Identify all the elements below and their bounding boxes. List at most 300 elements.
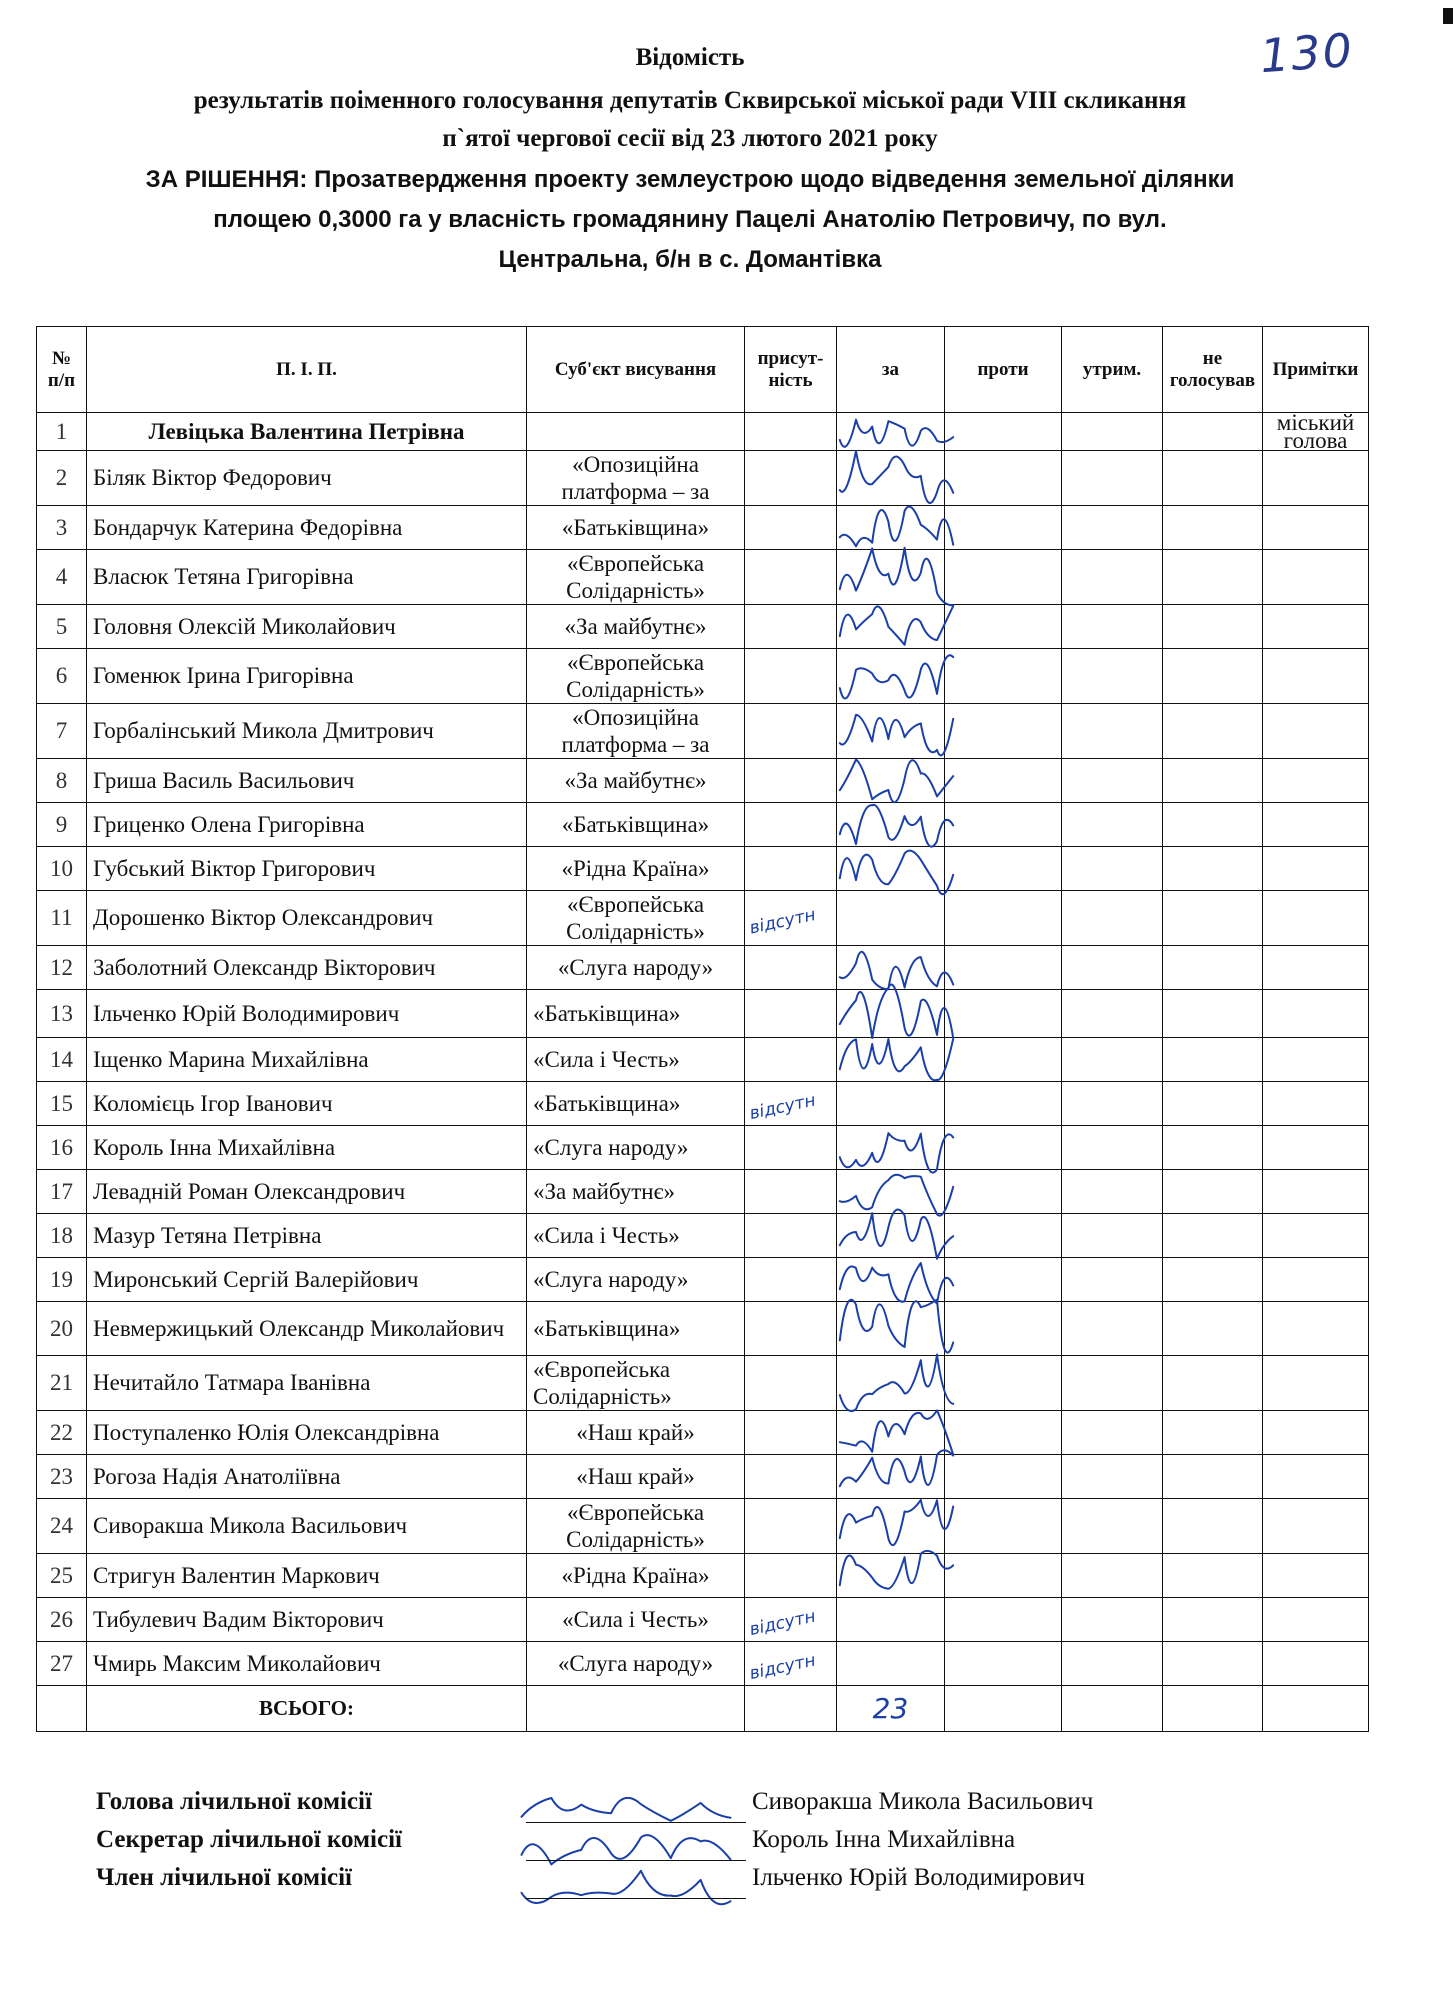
vote-abstain-cell (1062, 1170, 1163, 1214)
commission-role-secretary: Секретар лічильної комісії (96, 1826, 402, 1853)
vote-for-cell (837, 990, 945, 1038)
not-voted-cell (1163, 1455, 1263, 1499)
vote-against-cell (945, 649, 1062, 704)
note-cell (1263, 1038, 1369, 1082)
deputy-name: Нечитайло Татмара Іванівна (87, 1356, 527, 1411)
scan-edge-mark (1443, 8, 1453, 24)
presence-cell (745, 803, 837, 847)
vote-against-cell (945, 1455, 1062, 1499)
deputy-name: Чмирь Максим Миколайович (87, 1642, 527, 1686)
presence-cell (745, 1214, 837, 1258)
vote-abstain-cell (1062, 891, 1163, 946)
presence-cell (745, 1499, 837, 1554)
nominating-party: «Рідна Країна» (527, 847, 745, 891)
not-voted-cell (1163, 1258, 1263, 1302)
total-present-cell (745, 1686, 837, 1732)
nominating-party: «Рідна Країна» (527, 1554, 745, 1598)
row-number: 8 (37, 759, 87, 803)
vote-against-cell (945, 1302, 1062, 1356)
vote-abstain-cell (1062, 413, 1163, 451)
note-cell (1263, 451, 1369, 506)
nominating-party: «Європейська Солідарність» (527, 1499, 745, 1554)
commission-role-head: Голова лічильної комісії (96, 1788, 372, 1815)
vote-against-cell (945, 891, 1062, 946)
deputy-name: Горбалінський Микола Дмитрович (87, 704, 527, 759)
vote-abstain-cell (1062, 1258, 1163, 1302)
vote-abstain-cell (1062, 1038, 1163, 1082)
row-number: 9 (37, 803, 87, 847)
note-cell (1263, 1126, 1369, 1170)
presence-cell (745, 1598, 837, 1642)
note-cell (1263, 803, 1369, 847)
vote-against-cell (945, 1082, 1062, 1126)
vote-abstain-cell (1062, 649, 1163, 704)
absence-mark: відсутн (747, 904, 818, 939)
commission-row-member (96, 1864, 1326, 1902)
commission-role-member: Член лічильної комісії (96, 1864, 353, 1891)
row-number: 23 (37, 1455, 87, 1499)
note-cell (1263, 1642, 1369, 1686)
vote-against-cell (945, 1554, 1062, 1598)
header-not-voted: не голосував (1163, 327, 1263, 413)
total-party-cell (527, 1686, 745, 1732)
deputy-name: Головня Олексій Миколайович (87, 605, 527, 649)
deputy-name: Левіцька Валентина Петрівна (87, 413, 527, 451)
vote-abstain-cell (1062, 1126, 1163, 1170)
commission-signatures (96, 1788, 1326, 1902)
vote-abstain-cell (1062, 1455, 1163, 1499)
nominating-party: «Батьківщина» (527, 506, 745, 550)
note-cell (1263, 990, 1369, 1038)
vote-against-cell (945, 1214, 1062, 1258)
vote-for-cell (837, 550, 945, 605)
table-row (37, 891, 1369, 946)
presence-cell (745, 1356, 837, 1411)
vote-for-cell (837, 891, 945, 946)
presence-cell (745, 990, 837, 1038)
vote-for-cell (837, 1642, 945, 1686)
deputy-name: Мазур Тетяна Петрівна (87, 1214, 527, 1258)
row-number: 13 (37, 990, 87, 1038)
row-number: 10 (37, 847, 87, 891)
vote-for-cell (837, 1126, 945, 1170)
note-cell (1263, 550, 1369, 605)
nominating-party: «Наш край» (527, 1411, 745, 1455)
row-number: 3 (37, 506, 87, 550)
vote-for-cell (837, 1356, 945, 1411)
not-voted-cell (1163, 1126, 1263, 1170)
vote-abstain-cell (1062, 1214, 1163, 1258)
header-for: за (837, 327, 945, 413)
absence-mark: відсутн (747, 1090, 818, 1124)
vote-against-cell (945, 506, 1062, 550)
vote-for-cell (837, 649, 945, 704)
presence-cell (745, 550, 837, 605)
signature-line (526, 1898, 746, 1899)
deputy-name: Тибулевич Вадим Вікторович (87, 1598, 527, 1642)
presence-cell (745, 1554, 837, 1598)
note-cell (1263, 1499, 1369, 1554)
deputy-name: Поступаленко Юлія Олександрівна (87, 1411, 527, 1455)
presence-cell (745, 1082, 837, 1126)
row-number: 27 (37, 1642, 87, 1686)
note-cell (1263, 847, 1369, 891)
presence-cell (745, 1126, 837, 1170)
not-voted-cell (1163, 550, 1263, 605)
document-title: Відомість (635, 44, 745, 71)
vote-abstain-cell (1062, 1302, 1163, 1356)
vote-for-cell (837, 704, 945, 759)
row-number: 1 (37, 413, 87, 451)
deputy-name: Бондарчук Катерина Федорівна (87, 506, 527, 550)
row-number: 11 (37, 891, 87, 946)
vote-for-cell (837, 413, 945, 451)
deputy-name: Миронський Сергій Валерійович (87, 1258, 527, 1302)
nominating-party: «Сила і Честь» (527, 1214, 745, 1258)
deputy-name: Заболотний Олександр Вікторович (87, 946, 527, 990)
not-voted-cell (1163, 506, 1263, 550)
not-voted-cell (1163, 891, 1263, 946)
presence-cell (745, 759, 837, 803)
row-number: 6 (37, 649, 87, 704)
vote-for-cell (837, 1302, 945, 1356)
table-row (37, 413, 1369, 451)
vote-abstain-cell (1062, 605, 1163, 649)
not-voted-cell (1163, 847, 1263, 891)
not-voted-cell (1163, 803, 1263, 847)
table-row (37, 847, 1369, 891)
presence-cell (745, 891, 837, 946)
table-row (37, 605, 1369, 649)
vote-for-cell (837, 451, 945, 506)
note-cell (1263, 1598, 1369, 1642)
table-row (37, 1214, 1369, 1258)
header-num: № п/п (37, 327, 87, 413)
nominating-party: «Батьківщина» (527, 1302, 745, 1356)
vote-abstain-cell (1062, 1598, 1163, 1642)
deputy-name: Гоменюк Ірина Григорівна (87, 649, 527, 704)
row-number: 19 (37, 1258, 87, 1302)
vote-against-cell (945, 1258, 1062, 1302)
row-number: 17 (37, 1170, 87, 1214)
vote-abstain-cell (1062, 506, 1163, 550)
voting-table-body (37, 413, 1369, 1686)
vote-abstain-cell (1062, 946, 1163, 990)
absence-mark: відсутн (747, 1606, 818, 1640)
nominating-party: «Батьківщина» (527, 1082, 745, 1126)
vote-against-cell (945, 1411, 1062, 1455)
row-number: 14 (37, 1038, 87, 1082)
note-cell (1263, 1170, 1369, 1214)
note-cell (1263, 1258, 1369, 1302)
note-cell (1263, 1554, 1369, 1598)
vote-abstain-cell (1062, 759, 1163, 803)
commission-row-secretary (96, 1826, 1326, 1864)
note-cell (1263, 649, 1369, 704)
voting-table (36, 326, 1369, 1732)
commission-name-secretary: Король Інна Михайлівна (752, 1826, 1016, 1853)
table-row (37, 1038, 1369, 1082)
vote-for-cell (837, 946, 945, 990)
vote-abstain-cell (1062, 451, 1163, 506)
presence-cell (745, 704, 837, 759)
vote-against-cell (945, 1038, 1062, 1082)
header-name: П. І. П. (87, 327, 527, 413)
note-cell (1263, 1302, 1369, 1356)
vote-against-cell (945, 946, 1062, 990)
nominating-party: «Наш край» (527, 1455, 745, 1499)
document-subtitle-line-2: п`ятої чергової сесії від 23 лютого 2021 року (442, 125, 938, 152)
presence-cell (745, 413, 837, 451)
vote-for-cell (837, 1214, 945, 1258)
vote-abstain-cell (1062, 803, 1163, 847)
table-row (37, 1642, 1369, 1686)
nominating-party: «Європейська Солідарність» (527, 550, 745, 605)
vote-against-cell (945, 451, 1062, 506)
not-voted-cell (1163, 1302, 1263, 1356)
vote-for-cell (837, 1038, 945, 1082)
table-row (37, 1082, 1369, 1126)
presence-cell (745, 506, 837, 550)
table-row (37, 1499, 1369, 1554)
table-row (37, 1258, 1369, 1302)
row-number: 22 (37, 1411, 87, 1455)
vote-against-cell (945, 1642, 1062, 1686)
vote-abstain-cell (1062, 1499, 1163, 1554)
decision-line-3: Центральна, б/н в с. Домантівка (498, 246, 882, 273)
vote-against-cell (945, 605, 1062, 649)
vote-for-cell (837, 803, 945, 847)
row-number: 12 (37, 946, 87, 990)
row-number: 7 (37, 704, 87, 759)
row-number: 4 (37, 550, 87, 605)
vote-against-cell (945, 759, 1062, 803)
vote-against-cell (945, 847, 1062, 891)
table-row (37, 1598, 1369, 1642)
vote-for-cell (837, 605, 945, 649)
table-row (37, 451, 1369, 506)
note-cell (1263, 605, 1369, 649)
table-row (37, 550, 1369, 605)
decision-line-2: площею 0,3000 га у власність громадянину Пацелі Анатолію Петровичу, по вул. (213, 206, 1167, 233)
table-row (37, 1455, 1369, 1499)
vote-against-cell (945, 704, 1062, 759)
not-voted-cell (1163, 1356, 1263, 1411)
deputy-name: Гриценко Олена Григорівна (87, 803, 527, 847)
table-row (37, 990, 1369, 1038)
vote-for-cell (837, 1554, 945, 1598)
row-number: 18 (37, 1214, 87, 1258)
vote-abstain-cell (1062, 847, 1163, 891)
decision-line-1: ЗА РІШЕННЯ: Прозатвердження проекту землеустрою щодо відведення земельної ділянки (145, 166, 1235, 193)
presence-cell (745, 1642, 837, 1686)
nominating-party: «Слуга народу» (527, 946, 745, 990)
commission-name-member: Ільченко Юрій Володимирович (752, 1864, 1085, 1891)
vote-abstain-cell (1062, 1554, 1163, 1598)
header-against: проти (945, 327, 1062, 413)
deputy-name: Коломієць Ігор Іванович (87, 1082, 527, 1126)
not-voted-cell (1163, 704, 1263, 759)
presence-cell (745, 1302, 837, 1356)
nominating-party: «Батьківщина» (527, 803, 745, 847)
total-against-cell (945, 1686, 1062, 1732)
not-voted-cell (1163, 649, 1263, 704)
deputy-name: Рогоза Надія Анатоліївна (87, 1455, 527, 1499)
vote-abstain-cell (1062, 550, 1163, 605)
not-voted-cell (1163, 413, 1263, 451)
deputy-name: Левадній Роман Олександрович (87, 1170, 527, 1214)
row-number: 2 (37, 451, 87, 506)
vote-against-cell (945, 1499, 1062, 1554)
row-number: 24 (37, 1499, 87, 1554)
nominating-party: «Слуга народу» (527, 1126, 745, 1170)
presence-cell (745, 451, 837, 506)
handwritten-page-number: 130 (1258, 22, 1356, 84)
note-cell (1263, 704, 1369, 759)
row-number: 25 (37, 1554, 87, 1598)
not-voted-cell (1163, 1598, 1263, 1642)
nominating-party: «Опозиційна платформа – за (527, 704, 745, 759)
vote-for-cell (837, 847, 945, 891)
note-cell (1263, 506, 1369, 550)
deputy-name: Сиворакша Микола Васильович (87, 1499, 527, 1554)
not-voted-cell (1163, 1038, 1263, 1082)
table-row (37, 1356, 1369, 1411)
not-voted-cell (1163, 605, 1263, 649)
nominating-party: «За майбутнє» (527, 605, 745, 649)
nominating-party: «Європейська Солідарність» (527, 649, 745, 704)
nominating-party: «Слуга народу» (527, 1642, 745, 1686)
vote-for-cell (837, 1411, 945, 1455)
vote-abstain-cell (1062, 1356, 1163, 1411)
row-number: 21 (37, 1356, 87, 1411)
vote-against-cell (945, 550, 1062, 605)
note-cell (1263, 1356, 1369, 1411)
nominating-party: «За майбутнє» (527, 759, 745, 803)
commission-name-head: Сиворакша Микола Васильович (752, 1788, 1094, 1815)
not-voted-cell (1163, 1499, 1263, 1554)
table-header-row (37, 327, 1369, 413)
deputy-name: Іщенко Марина Михайлівна (87, 1038, 527, 1082)
vote-against-cell (945, 1170, 1062, 1214)
table-row (37, 803, 1369, 847)
deputy-name: Король Інна Михайлівна (87, 1126, 527, 1170)
deputy-name: Біляк Віктор Федорович (87, 451, 527, 506)
not-voted-cell (1163, 1214, 1263, 1258)
vote-against-cell (945, 803, 1062, 847)
signature-line (526, 1822, 746, 1823)
not-voted-cell (1163, 1411, 1263, 1455)
presence-cell (745, 946, 837, 990)
note-cell (1263, 891, 1369, 946)
nominating-party: «За майбутнє» (527, 1170, 745, 1214)
header-note: Примітки (1263, 327, 1369, 413)
presence-cell (745, 1258, 837, 1302)
note-cell (1263, 1082, 1369, 1126)
vote-abstain-cell (1062, 704, 1163, 759)
nominating-party: «Опозиційна платформа – за (527, 451, 745, 506)
table-row (37, 1554, 1369, 1598)
header-party: Суб'єкт висування (527, 327, 745, 413)
not-voted-cell (1163, 1082, 1263, 1126)
nominating-party: «Європейська Солідарність» (527, 1356, 745, 1411)
presence-cell (745, 1170, 837, 1214)
vote-against-cell (945, 413, 1062, 451)
nominating-party: «Сила і Честь» (527, 1038, 745, 1082)
vote-for-cell (837, 1082, 945, 1126)
table-row (37, 1411, 1369, 1455)
not-voted-cell (1163, 1642, 1263, 1686)
not-voted-cell (1163, 451, 1263, 506)
presence-cell (745, 605, 837, 649)
note-cell (1263, 1411, 1369, 1455)
vote-abstain-cell (1062, 1082, 1163, 1126)
header-present: присут-ність (745, 327, 837, 413)
note-cell (1263, 946, 1369, 990)
vote-for-cell (837, 506, 945, 550)
not-voted-cell (1163, 1554, 1263, 1598)
vote-against-cell (945, 990, 1062, 1038)
vote-against-cell (945, 1356, 1062, 1411)
presence-cell (745, 1038, 837, 1082)
document-header (40, 44, 1340, 278)
row-number: 5 (37, 605, 87, 649)
row-number: 15 (37, 1082, 87, 1126)
deputy-name: Власюк Тетяна Григорівна (87, 550, 527, 605)
presence-cell (745, 1411, 837, 1455)
nominating-party: «Батьківщина» (527, 990, 745, 1038)
row-number: 16 (37, 1126, 87, 1170)
document-subtitle-line-1: результатів поіменного голосування депутатів Сквирської міської ради VIII скликання (193, 87, 1187, 114)
table-row (37, 1170, 1369, 1214)
table-row (37, 1302, 1369, 1356)
row-number: 20 (37, 1302, 87, 1356)
vote-for-cell (837, 1455, 945, 1499)
deputy-name: Ільченко Юрій Володимирович (87, 990, 527, 1038)
vote-abstain-cell (1062, 1642, 1163, 1686)
not-voted-cell (1163, 946, 1263, 990)
deputy-name: Гриша Василь Васильович (87, 759, 527, 803)
vote-against-cell (945, 1126, 1062, 1170)
deputy-name: Стригун Валентин Маркович (87, 1554, 527, 1598)
vote-for-cell (837, 1170, 945, 1214)
table-row (37, 1126, 1369, 1170)
total-row (37, 1686, 1369, 1732)
table-row (37, 649, 1369, 704)
absence-mark: відсутн (747, 1650, 818, 1684)
presence-cell (745, 649, 837, 704)
nominating-party: «Сила і Честь» (527, 1598, 745, 1642)
note-cell: міський голова (1263, 413, 1369, 451)
vote-against-cell (945, 1598, 1062, 1642)
total-label: ВСЬОГО: (87, 1686, 527, 1732)
presence-cell (745, 1455, 837, 1499)
vote-abstain-cell (1062, 990, 1163, 1038)
note-cell (1263, 1455, 1369, 1499)
total-note-cell (1263, 1686, 1369, 1732)
presence-cell (745, 847, 837, 891)
not-voted-cell (1163, 990, 1263, 1038)
vote-for-cell (837, 759, 945, 803)
total-num-cell (37, 1686, 87, 1732)
table-row (37, 946, 1369, 990)
signature-line (526, 1860, 746, 1861)
vote-for-cell (837, 1499, 945, 1554)
nominating-party: «Європейська Солідарність» (527, 891, 745, 946)
deputy-name: Губський Віктор Григорович (87, 847, 527, 891)
not-voted-cell (1163, 759, 1263, 803)
nominating-party (527, 413, 745, 451)
